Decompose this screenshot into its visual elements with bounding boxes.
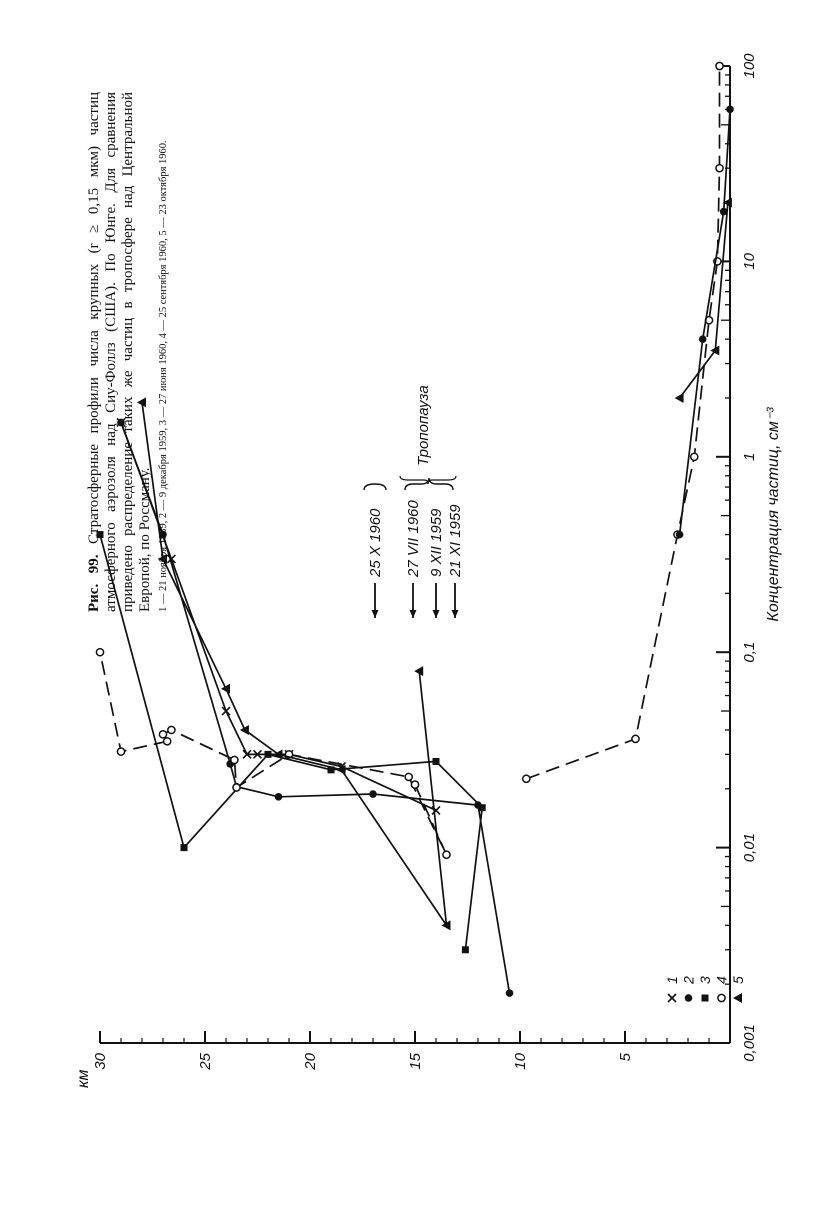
annotation-arrowhead xyxy=(410,610,417,618)
figure-caption xyxy=(86,92,170,612)
y-tick-label: 20 xyxy=(302,1053,319,1070)
caption-note: 1 — 21 ноября 1959, 2 — 9 декабря 1959, 3 — 27 июня 1960, 4 — 25 сентября 1960, 5 — 23 октября 1960. xyxy=(158,140,169,612)
legend-label: 1 xyxy=(664,976,680,984)
data-point-dot xyxy=(699,335,707,343)
data-point-dot xyxy=(676,531,684,539)
data-point-dot xyxy=(726,106,734,114)
data-point-circle xyxy=(632,735,639,742)
x-tick-label: 1 xyxy=(741,452,758,461)
data-point-circle xyxy=(168,726,175,733)
series-line-6 xyxy=(526,66,719,779)
legend-label: 3 xyxy=(697,976,713,984)
data-point-square xyxy=(181,844,188,851)
annotation-arrowhead xyxy=(452,610,459,618)
caption-title xyxy=(86,92,154,612)
annotation-label: 25 X 1960 xyxy=(367,508,384,577)
y-tick-label: 30 xyxy=(92,1053,109,1070)
data-point-circle xyxy=(411,781,418,788)
data-point-dot xyxy=(369,790,377,798)
annotation-label-tropopause: Тропопауза xyxy=(415,385,432,466)
data-point-dot xyxy=(506,989,514,997)
data-point-circle xyxy=(691,453,698,460)
data-point-circle xyxy=(117,748,124,755)
data-point-triangle xyxy=(240,725,249,735)
data-point-circle xyxy=(164,738,171,745)
data-point-circle xyxy=(231,756,238,763)
data-point-circle xyxy=(443,851,450,858)
legend-marker-triangle xyxy=(733,993,742,1003)
x-tick-label: 0,001 xyxy=(741,1024,758,1062)
legend-label: 5 xyxy=(730,976,746,984)
annotation-label: 27 VII 1960 xyxy=(405,500,422,577)
data-point-square xyxy=(479,804,486,811)
legend-marker-circle xyxy=(718,994,725,1001)
data-point-dot xyxy=(275,793,283,801)
annotation-label: 9 XII 1959 xyxy=(428,508,445,577)
legend-marker-x xyxy=(668,994,676,1002)
caption-text: Стратосферные профили числа крупных (r ≥ 0,15 мкм) частиц атмосферного аэрозоля над Сиу-Фоллз (США). По Юнге. Для сравнения приведено распределение таких же частиц в тропосфере над Центральной Европой, по Россману. xyxy=(86,91,153,612)
y-tick-label: 25 xyxy=(197,1053,214,1070)
annotation-label: 21 XI 1959 xyxy=(447,504,464,577)
x-tick-label: 0,01 xyxy=(741,832,758,863)
x-tick-label: 10 xyxy=(741,253,758,270)
data-point-circle xyxy=(233,784,240,791)
data-point-circle xyxy=(405,773,412,780)
data-point-triangle xyxy=(414,666,423,676)
x-axis-title: Концентрация частиц, см⁻³ xyxy=(765,407,782,622)
data-point-x xyxy=(222,707,230,715)
data-point-square xyxy=(462,946,469,953)
x-tick-label: 100 xyxy=(741,53,758,79)
caption-figure-label: Рис. 99. xyxy=(86,554,102,612)
data-point-square xyxy=(265,751,272,758)
series-line-7 xyxy=(680,109,730,534)
annotation-arrowhead xyxy=(433,610,440,618)
annotation-brace xyxy=(364,484,386,490)
data-point-triangle xyxy=(221,684,230,694)
data-point-circle xyxy=(96,649,103,656)
data-point-circle xyxy=(716,62,723,69)
y-tick-label: 5 xyxy=(617,1053,634,1062)
legend-label: 2 xyxy=(680,976,697,984)
data-point-circle xyxy=(523,775,530,782)
legend-marker-square xyxy=(702,995,709,1002)
y-axis-title: км xyxy=(75,1069,92,1088)
data-point-triangle xyxy=(675,393,684,403)
annotation-arrowhead xyxy=(372,610,379,618)
series-line-4 xyxy=(100,652,447,855)
legend-marker-dot xyxy=(685,994,693,1002)
data-point-square xyxy=(433,758,440,765)
series-line-5 xyxy=(142,402,447,925)
x-tick-label: 0,1 xyxy=(741,641,758,663)
data-point-circle xyxy=(716,165,723,172)
y-tick-label: 15 xyxy=(407,1053,424,1070)
legend-label: 4 xyxy=(713,976,730,984)
data-point-circle xyxy=(159,731,166,738)
y-tick-label: 10 xyxy=(512,1053,529,1070)
